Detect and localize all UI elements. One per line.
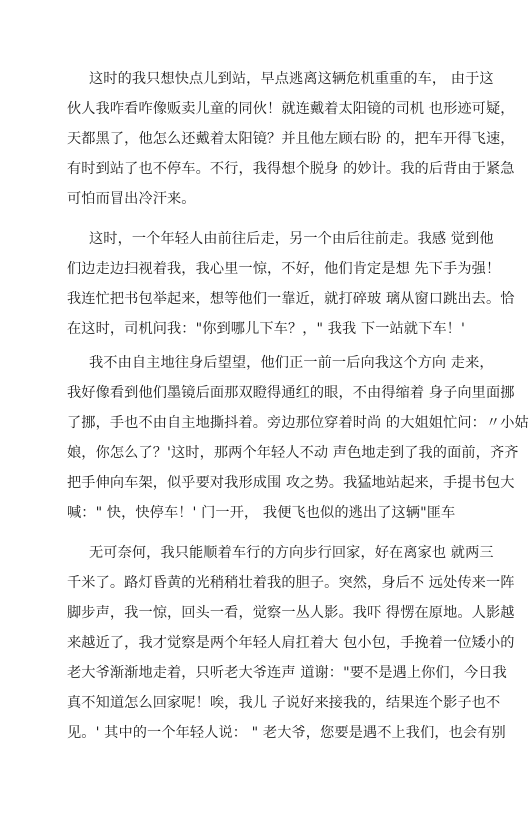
text-line: 真不知道怎么回家呢！唉，我儿 子说好来接我的，结果连个影子也不	[67, 695, 501, 711]
text-line: 可怕而冒出冷汗来。	[67, 191, 196, 207]
text-line: 在这时，司机问我："你到哪儿下车？，" 我我 下一站就下车！'	[67, 321, 465, 337]
text-line: 我连忙把书包举起来，想等他们一靠近，就打碎玻 璃从窗口跳出去。恰	[67, 291, 515, 307]
text-line: 有时到站了也不停车。不行，我得想个脱身 的妙计。我的后背由于紧急	[67, 161, 515, 177]
text-line: 无可奈何，我只能顺着车行的方向步行回家，好在离家也 就两三	[89, 545, 494, 561]
text-line: 脚步声，我一惊，回头一看，觉察一丛人影。我吓 得愣在原地。人影越	[67, 605, 515, 621]
text-line: 天都黑了，他怎么还戴着太阳镜？并且他左顾右盼 的，把车开得飞速，	[67, 131, 515, 147]
text-line: 我好像看到他们墨镜后面那双瞪得通红的眼，不由得缩着 身子向里面挪	[67, 385, 515, 401]
text-line: 见。' 其中的一个年轻人说： " 老大爷，您要是遇不上我们，也会有别	[67, 725, 506, 741]
text-line: 们边走边扫视着我，我心里一惊，不好，他们肯定是想 先下手为强！	[67, 261, 501, 277]
text-line: 娘，你怎么了？'这时，那两个年轻人不动 声色地走到了我的面前，齐齐	[67, 445, 519, 461]
text-line: 了挪，手也不由自主地撕抖着。旁边那位穿着时尚 的大姐姐忙问：〃小姑	[67, 415, 529, 431]
text-line: 我不由自主地往身后望望，他们正一前一后向我这个方向 走来，	[89, 355, 494, 371]
text-line: 来越近了，我才觉察是两个年轻人肩扛着大 包小包，手挽着一位矮小的	[67, 635, 515, 651]
text-line: 伙人我咋看咋像贩卖儿童的同伙！就连戴着太阳镜的司机 也形迹可疑，	[67, 101, 515, 117]
text-line: 老大爷渐渐地走着，只听老大爷连声 道谢："要不是遇上你们，今日我	[67, 665, 507, 681]
text-line: 把手伸向车架，似乎要对我形成围 攻之势。我猛地站起来，手提书包大	[67, 475, 515, 491]
text-line: 这时，一个年轻人由前往后走，另一个由后往前走。我感 觉到他	[89, 231, 494, 247]
text-line: 喊：" 快，快停车！' 门一开， 我便飞也似的逃出了这辆"匪车	[67, 505, 456, 521]
text-line: 千米了。路灯昏黄的光稍稍壮着我的胆子。突然，身后不 远处传来一阵	[67, 575, 515, 591]
text-line: 这时的我只想快点儿到站，早点逃离这辆危机重重的车， 由于这	[89, 71, 494, 87]
